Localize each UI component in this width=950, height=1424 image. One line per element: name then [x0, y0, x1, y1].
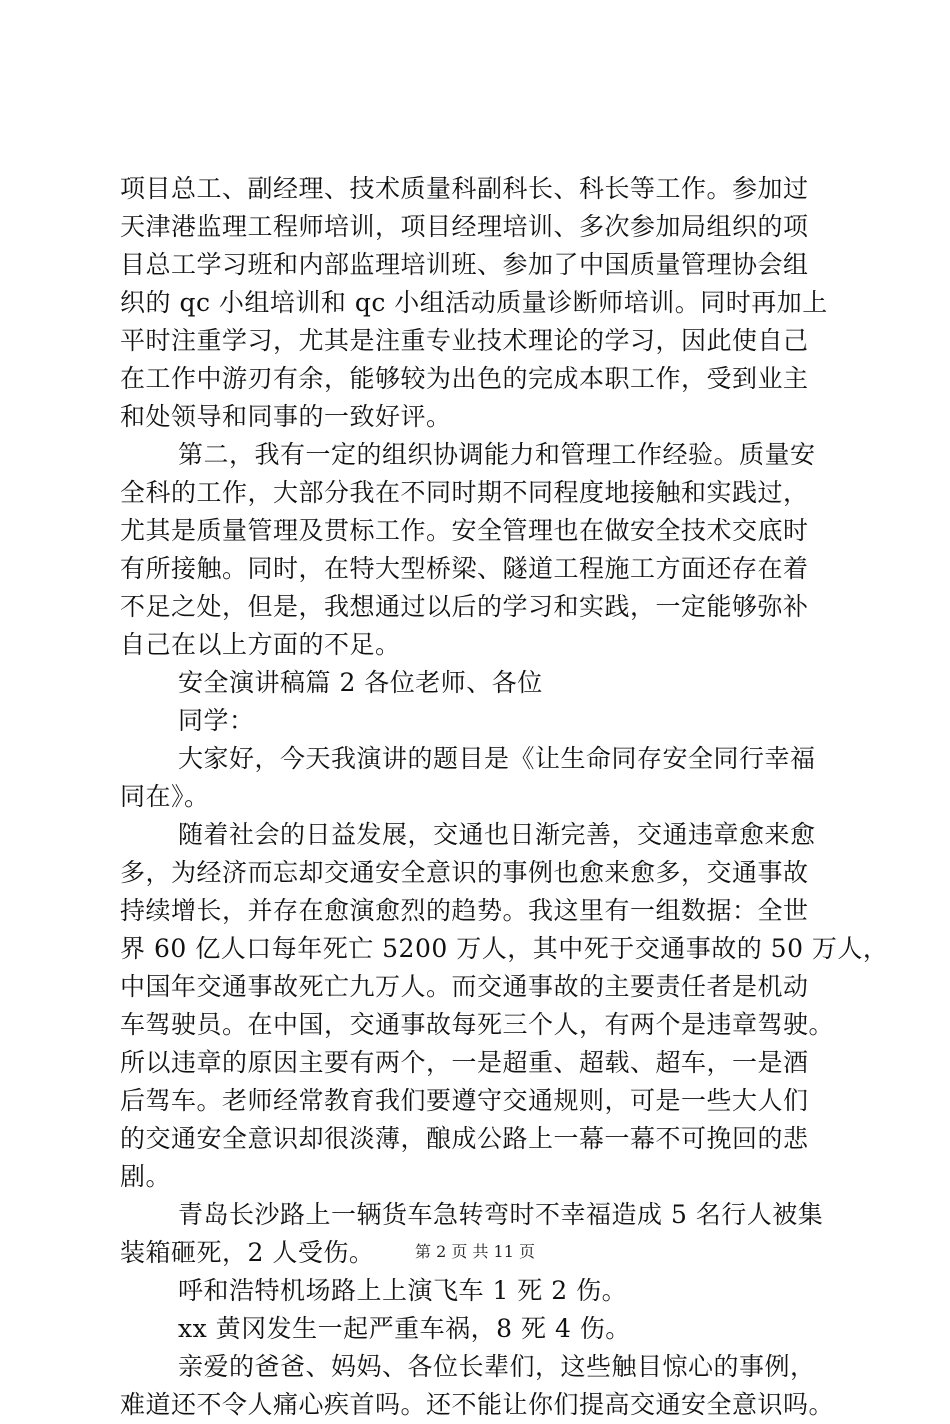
text-line: 尤其是质量管理及贯标工作。安全管理也在做安全技术交底时: [120, 516, 809, 545]
paragraph-start-line: 亲爱的爸爸、妈妈、各位长辈们，这些触目惊心的事例，: [178, 1352, 816, 1381]
text-line: 天津港监理工程师培训，项目经理培训、多次参加局组织的项: [120, 212, 809, 241]
text-line: 同在》。: [120, 782, 210, 811]
text-line: 中国年交通事故死亡九万人。而交通事故的主要责任者是机动: [120, 972, 809, 1001]
page-footer: [0, 1241, 950, 1263]
paragraph-start-line: xx 黄冈发生一起严重车祸，8 死 4 伤。: [178, 1314, 631, 1343]
text-line: 有所接触。同时，在特大型桥梁、隧道工程施工方面还存在着: [120, 554, 809, 583]
text-line: 的交通安全意识却很淡薄，酿成公路上一幕一幕不可挽回的悲: [120, 1124, 809, 1153]
paragraph-start-line: 呼和浩特机场路上上演飞车 1 死 2 伤。: [178, 1276, 628, 1305]
text-line: 多，为经济而忘却交通安全意识的事例也愈来愈多，交通事故: [120, 858, 809, 887]
text-line: 自己在以上方面的不足。: [120, 630, 401, 659]
text-line: 织的 qc 小组培训和 qc 小组活动质量诊断师培训。同时再加上: [120, 288, 828, 317]
text-line: 不足之处，但是，我想通过以后的学习和实践，一定能够弥补: [120, 592, 809, 621]
text-line: 剧。: [120, 1162, 172, 1191]
paragraph-start-line: 随着社会的日益发展，交通也日渐完善，交通违章愈来愈: [178, 820, 816, 849]
text-line: 界 60 亿人口每年死亡 5200 万人，其中死于交通事故的 50 万人，: [120, 934, 889, 963]
text-line: 和处领导和同事的一致好评。: [120, 402, 452, 431]
text-line: 装箱砸死，2 人受伤。: [120, 1238, 375, 1267]
text-line: 持续增长，并存在愈演愈烈的趋势。我这里有一组数据：全世: [120, 896, 809, 925]
text-line: 平时注重学习，尤其是注重专业技术理论的学习，因此使自己: [120, 326, 809, 355]
text-line: 所以违章的原因主要有两个，一是超重、超载、超车，一是酒: [120, 1048, 809, 1077]
paragraph-start-line: 青岛长沙路上一辆货车急转弯时不幸福造成 5 名行人被集: [178, 1200, 824, 1229]
text-line: 车驾驶员。在中国，交通事故每死三个人，有两个是违章驾驶。: [120, 1010, 835, 1039]
text-line: 后驾车。老师经常教育我们要遵守交通规则，可是一些大人们: [120, 1086, 809, 1115]
text-line: 项目总工、副经理、技术质量科副科长、科长等工作。参加过: [120, 174, 809, 203]
text-line: 目总工学习班和内部监理培训班、参加了中国质量管理协会组: [120, 250, 809, 279]
speech-heading-line: 安全演讲稿篇 2 各位老师、各位: [178, 668, 543, 697]
salutation-line: 同学：: [178, 706, 255, 735]
text-line: 全科的工作，大部分我在不同时期不同程度地接触和实践过，: [120, 478, 809, 507]
page-number: 第 2 页 共 11 页: [415, 1242, 535, 1261]
paragraph-start-line: 大家好，今天我演讲的题目是《让生命同存安全同行幸福: [178, 744, 816, 773]
body-text: [120, 170, 889, 1424]
paragraph-start-line: 第二，我有一定的组织协调能力和管理工作经验。质量安: [178, 440, 816, 469]
text-line: 在工作中游刃有余，能够较为出色的完成本职工作，受到业主: [120, 364, 809, 393]
text-line: 难道还不令人痛心疾首吗。还不能让你们提高交通安全意识吗。: [120, 1390, 835, 1419]
